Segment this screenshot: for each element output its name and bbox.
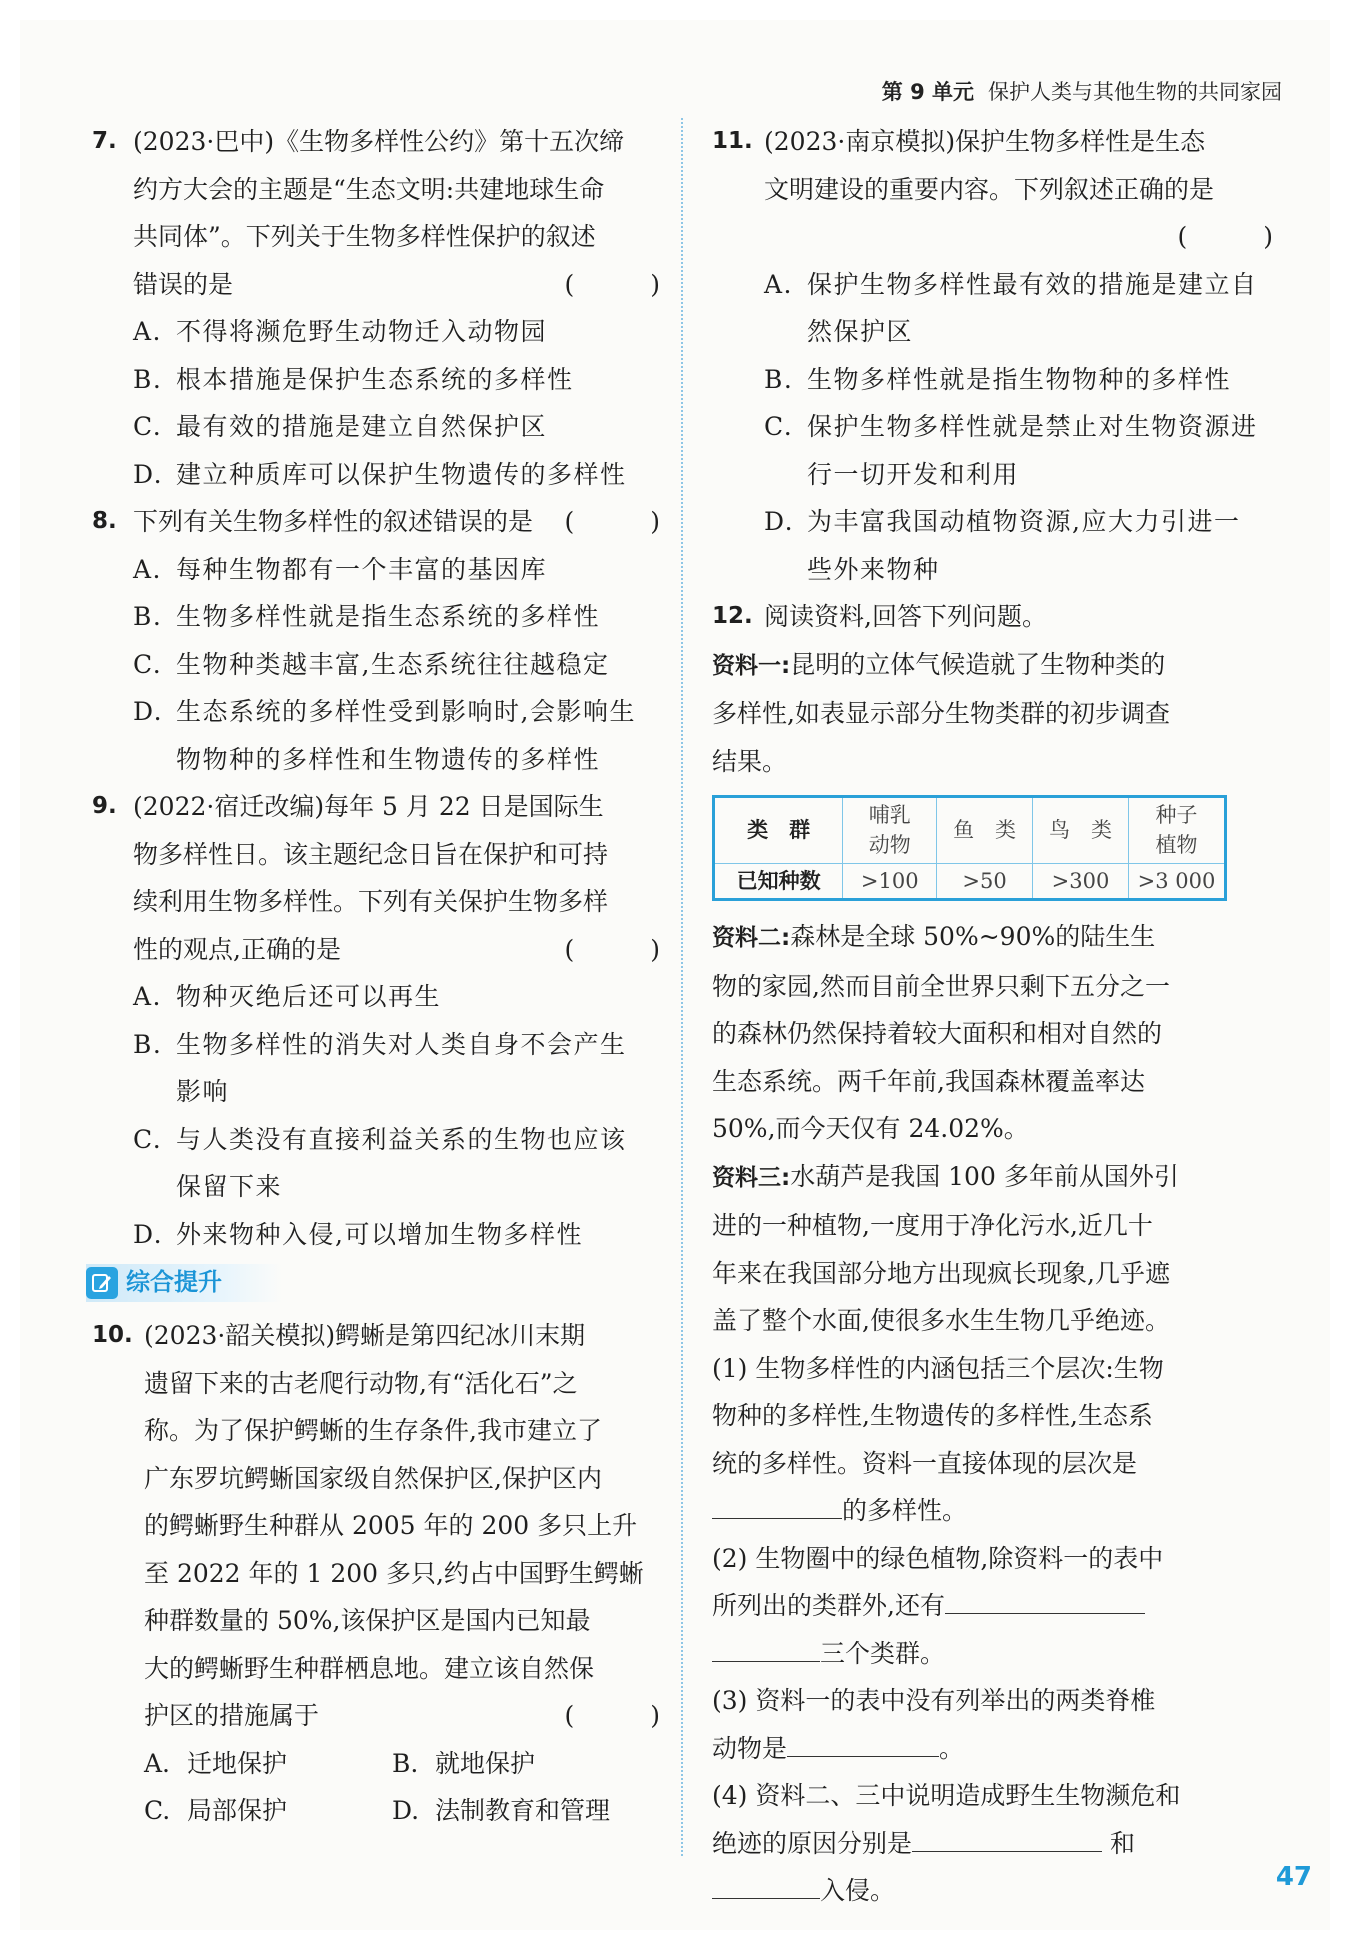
sub-line: 的多样性。 [842,1496,968,1526]
option-text: 法制教育和管理 [435,1796,611,1825]
material-label: 资料三: [712,1164,791,1191]
option-letter: B. [133,1029,163,1059]
table-cell: >50 [937,863,1033,899]
option-d[interactable] [764,498,1277,593]
option-letter: A. [764,269,794,299]
material-line: 结果。 [712,746,788,776]
option-text: 物种灭绝后还可以再生 [176,982,442,1011]
unit-number: 第 9 单元 [881,80,974,104]
species-survey-table [712,795,1227,901]
option-text: 每种生物都有一个丰富的基因库 [176,554,548,584]
question-number: 10. [92,1322,133,1348]
table-header-cell: 种子 植物 [1128,797,1225,864]
option-a[interactable] [133,308,664,356]
material-line: 年来在我国部分地方出现疯长现象,几乎遮 [712,1258,1170,1288]
material-line: 盖了整个水面,使很多水生生物几乎绝迹。 [712,1306,1170,1336]
answer-blank[interactable] [945,1589,1145,1614]
stem-line: 性的观点,正确的是 [133,934,341,964]
question-8 [92,498,694,783]
stem-line: 物多样性日。该主题纪念日旨在保护和可持 [133,839,609,869]
sub-question-2 [712,1535,1277,1678]
sub-line: 所列出的类群外,还有 [712,1591,945,1621]
answer-bracket[interactable]: ( ) [564,934,694,964]
answer-blank[interactable] [712,1494,842,1519]
stem-line: 广东罗坑鳄蜥国家级自然保护区,保护区内 [144,1463,602,1493]
option-letter: B. [133,602,163,631]
option-text: 行一切开发和利用 [807,459,1020,489]
option-text: 然保护区 [807,317,914,346]
table-cell: >100 [843,863,937,899]
option-letter: B. [764,364,794,394]
option-c[interactable] [764,403,1277,498]
table-header-cell: 哺乳 动物 [843,797,937,864]
option-d[interactable] [133,688,664,783]
sub-question-4 [712,1772,1277,1915]
material-line: 昆明的立体气候造就了生物种类的 [790,649,1166,679]
stem-line: (2023·南京模拟)保护生物多样性是生态 [764,127,1206,156]
question-11 [712,118,1307,593]
table-header-cell: 鸟 类 [1033,797,1129,864]
stem-line: (2023·韶关模拟)鳄蜥是第四纪冰川末期 [144,1321,586,1350]
option-b[interactable] [133,593,664,641]
option-letter: A. [133,982,163,1011]
option-letter: D. [133,697,164,726]
option-text: 建立种质库可以保护生物遗传的多样性 [176,459,627,489]
stem-line: 文明建设的重要内容。下列叙述正确的是 [764,174,1215,204]
option-text: 些外来物种 [807,554,940,584]
stem-line: 至 2022 年的 1 200 多只,约占中国野生鳄蜥 [144,1558,644,1588]
sub-line: (4) 资料二、三中说明造成野生生物濒危和 [712,1781,1181,1811]
option-text: 影响 [176,1077,230,1106]
answer-blank[interactable] [712,1874,820,1899]
sub-line: 动物是 [712,1733,788,1763]
option-text: 生态系统的多样性受到影响时,会影响生 [176,697,636,726]
option-letter: A. [133,554,163,584]
material-line: 物的家园,然而目前全世界只剩下五分之一 [712,971,1170,1001]
sub-line: 和 [1110,1828,1136,1858]
option-letter: C. [133,412,163,441]
sub-line: (2) 生物圈中的绿色植物,除资料一的表中 [712,1543,1164,1573]
answer-bracket[interactable]: ( ) [564,269,694,299]
sub-line: 绝迹的原因分别是 [712,1828,913,1858]
table-cell: >300 [1033,863,1129,899]
option-text: 为丰富我国动植物资源,应大力引进一 [807,507,1241,536]
sub-line: 统的多样性。资料一直接体现的层次是 [712,1448,1138,1478]
stem-line: 续利用生物多样性。下列有关保护生物多样 [133,887,609,916]
option-text: 不得将濒危野生动物迁入动物园 [176,317,548,346]
option-letter: C. [133,649,163,679]
column-divider [681,118,683,1856]
stem-line: 的鳄蜥野生种群从 2005 年的 200 多只上升 [144,1511,638,1540]
table-cell: 已知种数 [714,863,843,899]
stem-line: 遗留下来的古老爬行动物,有“活化石”之 [144,1368,578,1398]
option-a[interactable] [764,261,1277,356]
option-b[interactable] [133,356,664,404]
option-text: 生物多样性就是指生态系统的多样性 [176,602,601,631]
table-header-cell: 类 群 [714,797,843,864]
option-letter: D. [764,507,795,536]
option-a[interactable] [133,546,664,594]
option-text: 局部保护 [187,1796,288,1825]
option-d[interactable] [133,451,664,499]
material-label: 资料二: [712,925,791,952]
sub-line: 三个类群。 [820,1638,946,1668]
sub-line: 入侵。 [820,1876,896,1906]
stem-line: 下列有关生物多样性的叙述错误的是 [133,507,534,536]
option-letter: B. [133,364,163,394]
option-text: 保护生物多样性就是禁止对生物资源进 [807,412,1258,441]
material-line: 进的一种植物,一度用于净化污水,近几十 [712,1211,1153,1241]
option-letter: C. [144,1796,171,1825]
stem-line: 阅读资料,回答下列问题。 [764,602,1047,631]
section-title: 综合提升 [126,1268,222,1297]
option-text: 迁地保护 [187,1748,288,1778]
stem-line: 种群数量的 50%,该保护区是国内已知最 [144,1606,591,1635]
sub-question-3 [712,1677,1277,1772]
option-c[interactable] [133,1116,664,1211]
stem-line: 错误的是 [133,269,234,299]
option-text: 外来物种入侵,可以增加生物多样性 [176,1219,583,1249]
material-label: 资料一: [712,652,791,679]
question-9 [92,783,694,1258]
option-b[interactable] [764,356,1277,404]
material-line: 多样性,如表显示部分生物类群的初步调查 [712,699,1170,728]
material-line: 的森林仍然保持着较大面积和相对自然的 [712,1019,1163,1049]
question-12 [712,593,1277,1915]
answer-bracket[interactable]: ( ) [564,507,694,536]
pencil-icon [86,1267,118,1299]
material-2 [712,913,1277,1153]
stem-line: 称。为了保护鳄蜥的生存条件,我市建立了 [144,1416,602,1445]
option-letter: D. [133,1219,164,1249]
option-letter: D. [392,1796,420,1825]
stem-line: 共同体”。下列关于生物多样性保护的叙述 [133,222,596,251]
answer-bracket[interactable]: ( ) [1177,222,1307,251]
unit-header [882,76,1282,106]
option-letter: C. [133,1124,163,1154]
table-cell: >3 000 [1128,863,1225,899]
answer-blank[interactable] [787,1732,939,1757]
sub-line: (1) 生物多样性的内涵包括三个层次:生物 [712,1353,1164,1383]
option-text: 与人类没有直接利益关系的生物也应该 [176,1124,627,1154]
material-1 [712,641,1277,786]
material-line: 50%,而今天仅有 24.02%。 [712,1114,1029,1144]
table-header-cell: 鱼 类 [937,797,1033,864]
question-number: 7. [92,128,117,154]
option-letter: A. [144,1748,171,1778]
answer-bracket[interactable]: ( ) [564,1701,694,1730]
stem-line: 护区的措施属于 [144,1701,320,1730]
question-number: 9. [92,793,117,819]
material-line: 森林是全球 50%~90%的陆生生 [790,922,1156,952]
option-text: 保护生物多样性最有效的措施是建立自 [807,269,1258,299]
option-letter: C. [764,412,794,441]
unit-title: 保护人类与其他生物的共同家园 [988,80,1282,104]
answer-blank[interactable] [912,1827,1102,1852]
option-a[interactable] [144,1740,392,1788]
material-3 [712,1153,1277,1345]
option-text: 生物多样性的消失对人类自身不会产生 [176,1029,627,1059]
question-10 [92,1312,694,1835]
sub-line: (3) 资料一的表中没有列举出的两类脊椎 [712,1686,1156,1716]
left-column [92,118,694,1835]
stem-line: (2023·巴中)《生物多样性公约》第十五次缔 [133,127,625,156]
option-c[interactable] [133,641,664,689]
option-text: 就地保护 [435,1748,536,1778]
option-text: 生物种类越丰富,生态系统往往越稳定 [176,649,610,679]
stem-line: 约方大会的主题是“生态文明:共建地球生命 [133,174,605,204]
sub-line: 。 [939,1733,965,1763]
table-row [714,863,1226,899]
material-line: 生态系统。两千年前,我国森林覆盖率达 [712,1066,1145,1096]
stem-line: 大的鳄蜥野生种群栖息地。建立该自然保 [144,1653,595,1683]
option-text: 生物多样性就是指生物物种的多样性 [807,364,1232,394]
option-text: 物物种的多样性和生物遗传的多样性 [176,744,601,774]
option-text: 最有效的措施是建立自然保护区 [176,412,548,441]
option-d[interactable] [133,1211,664,1259]
question-7 [92,118,694,498]
option-letter: A. [133,317,163,346]
option-d[interactable] [392,1787,640,1835]
page-number: 47 [1275,1862,1312,1892]
option-text: 根本措施是保护生态系统的多样性 [176,364,574,394]
option-b[interactable] [133,1021,664,1116]
option-letter: B. [392,1748,419,1778]
option-text: 保留下来 [176,1172,283,1201]
option-b[interactable] [392,1740,640,1788]
option-letter: D. [133,459,164,489]
table-row [714,797,1226,864]
option-c[interactable] [144,1787,392,1835]
material-line: 水葫芦是我国 100 多年前从国外引 [790,1161,1179,1191]
question-number: 12. [712,603,753,629]
question-number: 11. [712,128,753,154]
option-a[interactable] [133,973,664,1021]
sub-line: 物种的多样性,生物遗传的多样性,生态系 [712,1401,1153,1431]
option-c[interactable] [133,403,664,451]
section-badge [86,1264,282,1302]
question-number: 8. [92,508,117,534]
stem-line: (2022·宿迁改编)每年 5 月 22 日是国际生 [133,792,604,821]
answer-blank[interactable] [712,1637,820,1662]
sub-question-1 [712,1345,1277,1535]
